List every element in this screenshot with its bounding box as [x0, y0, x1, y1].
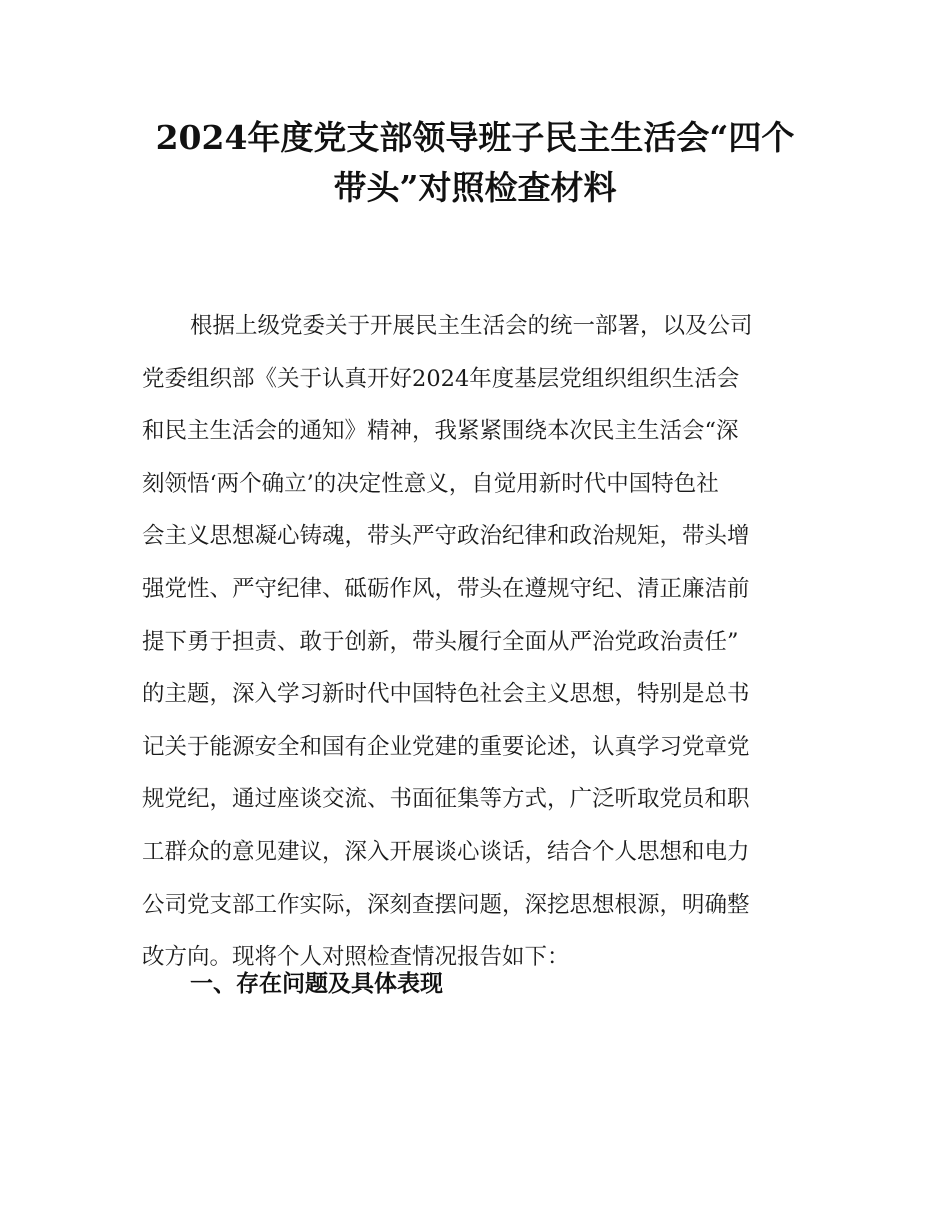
body-line: 记关于能源安全和国有企业党建的重要论述，认真学习党章党	[142, 733, 750, 760]
body-line: 提下勇于担责、敢于创新，带头履行全面从严治党政治责任”	[142, 628, 739, 655]
body-line: 和民主生活会的通知》精神，我紧紧围绕本次民主生活会“深	[142, 418, 739, 445]
body-line: 根据上级党委关于开展民主生活会的统一部署，以及公司	[190, 313, 753, 339]
body-line: 的主题，深入学习新时代中国特色社会主义思想，特别是总书	[142, 681, 750, 708]
body-line: 规党纪，通过座谈交流、书面征集等方式，广泛听取党员和职	[142, 786, 750, 813]
body-line: 改方向。现将个人对照检查情况报告如下：	[142, 944, 570, 971]
body-line: 强党性、严守纪律、砥砺作风，带头在遵规守纪、清正廉洁前	[142, 575, 750, 602]
body-line: 党委组织部《关于认真开好2024年度基层党组织组织生活会	[142, 365, 740, 392]
body-line: 公司党支部工作实际，深刻查摆问题，深挖思想根源，明确整	[142, 891, 750, 918]
section-heading: 一、存在问题及具体表现	[190, 971, 443, 997]
title-line-2: 带头”对照检查材料	[333, 168, 617, 207]
body-line: 刻领悟‘两个确立’的决定性意义，自觉用新时代中国特色社	[142, 470, 719, 497]
body-line: 工群众的意见建议，深入开展谈心谈话，结合个人思想和电力	[142, 838, 750, 865]
document-title	[120, 113, 830, 213]
body-paragraph	[142, 300, 810, 984]
body-line: 会主义思想凝心铸魂，带头严守政治纪律和政治规矩，带头增	[142, 523, 750, 550]
title-line-1: 2024年度党支部领导班子民主生活会“四个	[155, 118, 795, 157]
